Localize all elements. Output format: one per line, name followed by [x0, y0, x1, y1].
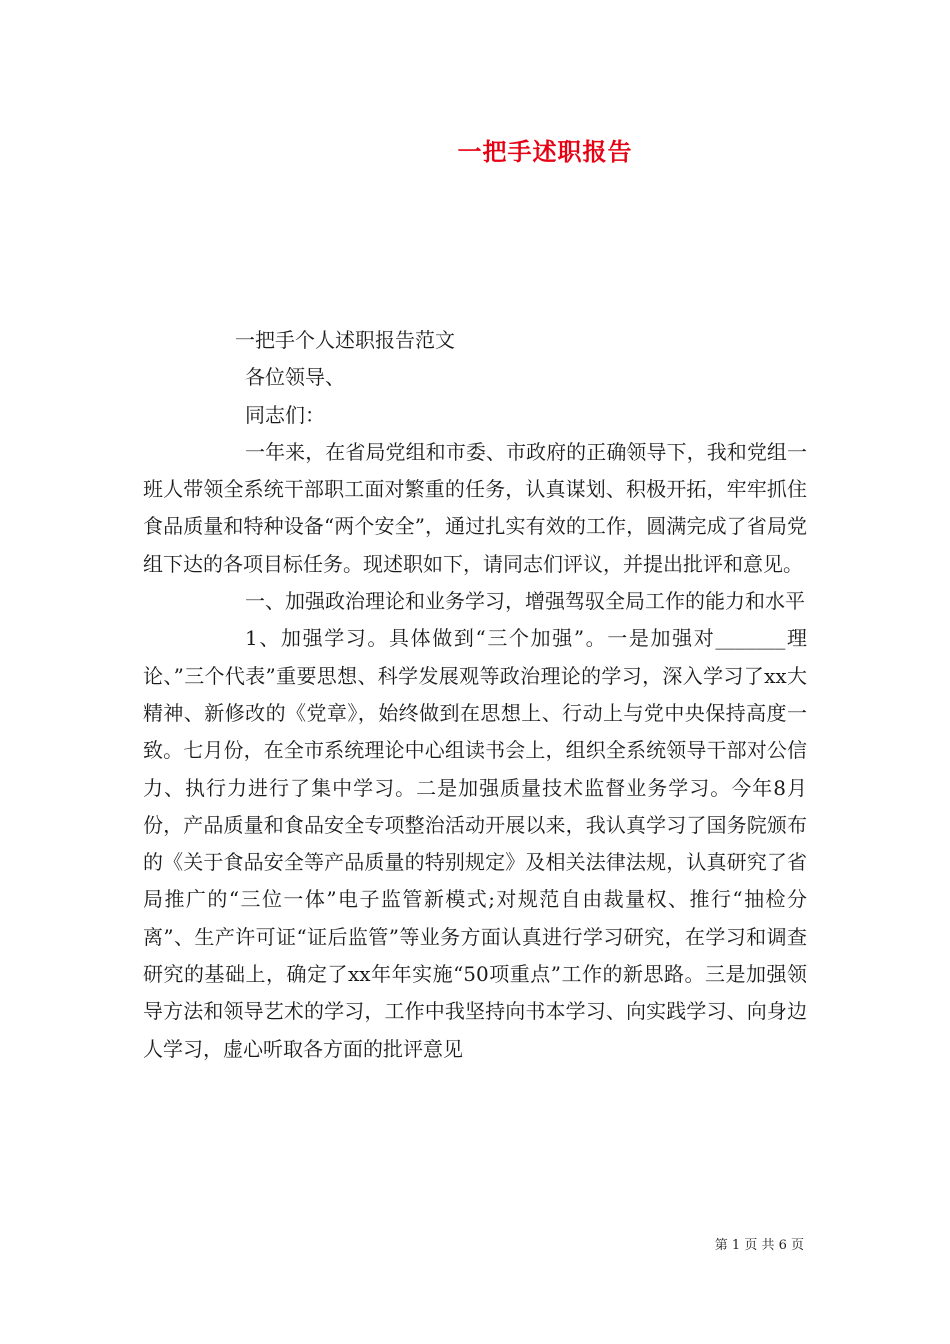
paragraph-study: 1、加强学习。具体做到“三个加强”。一是加强对_______理论、”三个代表”重要思想、科学发展观等政治理论的学习，深入学习了xx大精神、新修改的《党章》，始终做到在思想上、行动上与党中央保持高度一致。七月份，在全市系统理论中心组读书会上，组织全系统领导干部对公信力、执行力进行了集中学习。二是加强质量技术监督业务学习。今年8月份，产品质量和食品安全专项整治活动开展以来，我认真学习了国务院颁布的《关于食品安全等产品质量的特别规定》及相关法律法规，认真研究了省局推广的“三位一体”电子监管新模式;对规范自由裁量权、推行“抽检分离”、生产许可证“证后监管”等业务方面认真进行学习研究，在学习和调查研究的基础上，确定了xx年年实施“50项重点”工作的新思路。三是加强领导方法和领导艺术的学习，工作中我坚持向书本学习、向实践学习、向身边人学习，虚心听取各方面的批评意见 — [143, 626, 807, 1061]
section-heading-1: 一、加强政治理论和业务学习，增强驾驭全局工作的能力和水平 — [245, 589, 805, 614]
document-body — [143, 322, 807, 1068]
page-number-footer: 第 1 页 共 6 页 — [714, 1238, 804, 1253]
paragraph-intro: 一年来，在省局党组和市委、市政府的正确领导下，我和党组一班人带领全系统干部职工面对繁重的任务，认真谋划、积极开拓，牢牢抓住食品质量和特种设备“两个安全”，通过扎实有效的工作，圆满完成了省局党组下达的各项目标任务。现述职如下，请同志们评议，并提出批评和意见。 — [143, 439, 807, 576]
document-title: 一把手述职报告 — [457, 137, 633, 166]
greeting-line-1: 各位领导、 — [245, 365, 345, 390]
document-subtitle: 一把手个人述职报告范文 — [235, 328, 455, 352]
greeting-line-2: 同志们： — [245, 402, 325, 427]
